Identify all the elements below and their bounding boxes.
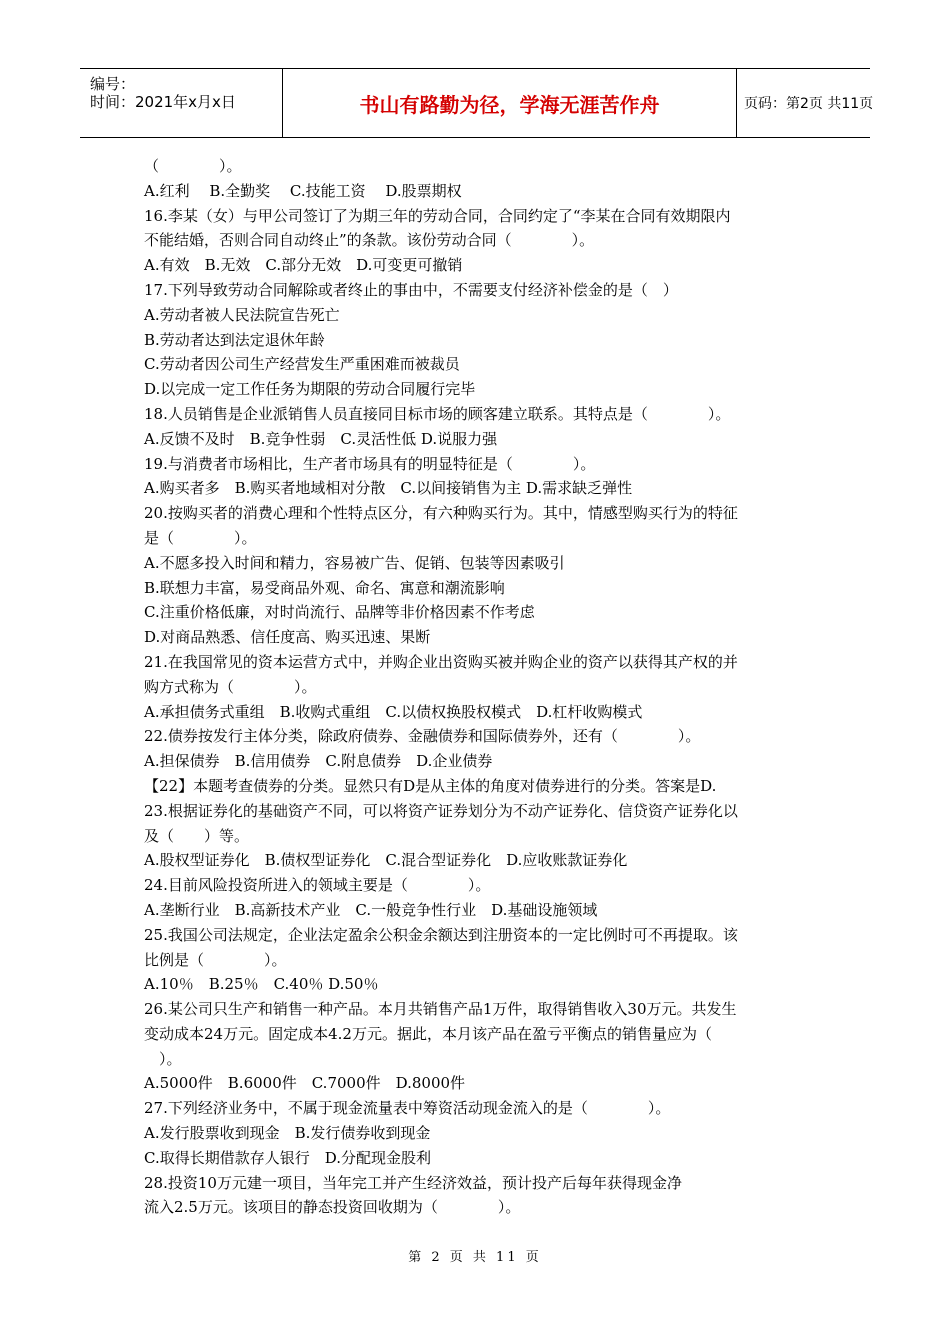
text-line: A.垄断行业 B.高新技术产业 C.一般竞争性行业 D.基础设施领域	[144, 900, 598, 919]
text-line: C.取得长期借款存人银行 D.分配现金股利	[144, 1148, 431, 1167]
text-line: A.担保债券 B.信用债券 C.附息债券 D.企业债券	[144, 752, 493, 771]
text-line: 24.目前风险投资所进入的领域主要是（ ）。	[144, 876, 491, 895]
text-line: A.有效 B.无效 C.部分无效 D.可变更可撤销	[144, 256, 463, 275]
text-line: 16.李某（女）与甲公司签订了为期三年的劳动合同，合同约定了“李某在合同有效期限内	[144, 206, 731, 225]
text-line: 20.按购买者的消费心理和个性特点区分，有六种购买行为。其中，情感型购买行为的特征	[144, 504, 738, 523]
text-line: A.红利 B.全勤奖 C.技能工资 D.股票期权	[144, 181, 462, 200]
text-line: A.购买者多 B.购买者地域相对分散 C.以间接销售为主 D.需求缺乏弹性	[144, 479, 633, 498]
page-header	[80, 68, 874, 138]
text-line: A.股权型证券化 B.债权型证券化 C.混合型证券化 D.应收账款证券化	[144, 851, 628, 870]
document-date-label: 时间：2021年x月x日	[90, 93, 236, 111]
text-line: 26.某公司只生产和销售一种产品。本月共销售产品1万件，取得销售收入30万元。共发生	[144, 1000, 737, 1019]
text-line: D.对商品熟悉、信任度高、购买迅速、果断	[144, 628, 431, 647]
text-line: D.以完成一定工作任务为期限的劳动合同履行完毕	[144, 380, 476, 399]
header-motto-cell	[282, 69, 737, 137]
text-line: （ ）。	[144, 157, 242, 175]
header-page-cell	[736, 69, 878, 137]
text-line: 【22】本题考查债券的分类。显然只有D是从主体的角度对债券进行的分类。答案是D.	[144, 776, 717, 795]
document-body	[144, 154, 814, 1220]
text-line: 21.在我国常见的资本运营方式中，并购企业出资购买被并购企业的资产以获得其产权的并	[144, 652, 738, 671]
text-line: 及（ ）等。	[144, 826, 250, 845]
text-line: 27.下列经济业务中，不属于现金流量表中筹资活动现金流入的是（ ）。	[144, 1099, 671, 1118]
text-line: B.联想力丰富，易受商品外观、命名、寓意和潮流影响	[144, 578, 505, 597]
header-left-cell	[80, 69, 282, 137]
text-line: 流入2.5万元。该项目的静态投资回收期为（ ）。	[144, 1198, 521, 1217]
text-line: 28.投资10万元建一项目，当年完工并产生经济效益，预计投产后每年获得现金净	[144, 1173, 682, 1192]
document-number-label: 编号：	[90, 75, 136, 93]
text-line: 22.债券按发行主体分类，除政府债券、金融债券和国际债券外，还有（ ）。	[144, 727, 701, 746]
text-line: A.承担债务式重组 B.收购式重组 C.以债权换股权模式 D.杠杆收购模式	[144, 702, 643, 721]
text-line: 17.下列导致劳动合同解除或者终止的事由中，不需要支付经济补偿金的是（ ）	[144, 280, 678, 299]
text-line: 不能结婚，否则合同自动终止”的条款。该份劳动合同（ ）。	[144, 231, 595, 250]
text-line: A.10％ B.25％ C.40％ D.50％	[144, 975, 379, 994]
text-line: 变动成本24万元。固定成本4.2万元。据此，本月该产品在盈亏平衡点的销售量应为（	[144, 1024, 712, 1043]
text-line: 19.与消费者市场相比，生产者市场具有的明显特征是（ ）。	[144, 454, 596, 473]
page-footer: 第 2 页 共 11 页	[408, 1250, 542, 1265]
text-line: 23.根据证券化的基础资产不同，可以将资产证券划分为不动产证券化、信贷资产证券化以	[144, 801, 738, 820]
text-line: A.反馈不及时 B.竞争性弱 C.灵活性低 D.说服力强	[144, 429, 498, 448]
text-line: A.劳动者被人民法院宣告死亡	[144, 305, 340, 324]
text-line: 是（ ）。	[144, 528, 257, 547]
text-line: A.不愿多投入时间和精力，容易被广告、促销、包装等因素吸引	[144, 553, 565, 572]
text-line: B.劳动者达到法定退休年龄	[144, 330, 325, 349]
text-line: A.发行股票收到现金 B.发行债券收到现金	[144, 1124, 431, 1143]
text-line: ）。	[144, 1049, 182, 1068]
text-line: 比例是（ ）。	[144, 950, 287, 969]
text-line: C.劳动者因公司生产经营发生严重困难而被裁员	[144, 355, 460, 374]
text-line: C.注重价格低廉，对时尚流行、品牌等非价格因素不作考虑	[144, 603, 535, 622]
header-motto: 书山有路勤为径，学海无涯苦作舟	[359, 92, 660, 117]
text-line: 购方式称为（ ）。	[144, 677, 317, 696]
text-line: 18.人员销售是企业派销售人员直接同目标市场的顾客建立联系。其特点是（ ）。	[144, 404, 731, 423]
header-page-info: 页码：第2页 共11页	[744, 96, 874, 112]
text-line: 25.我国公司法规定，企业法定盈余公积金余额达到注册资本的一定比例时可不再提取。该	[144, 925, 738, 944]
text-line: A.5000件 B.6000件 C.7000件 D.8000件	[144, 1074, 466, 1093]
